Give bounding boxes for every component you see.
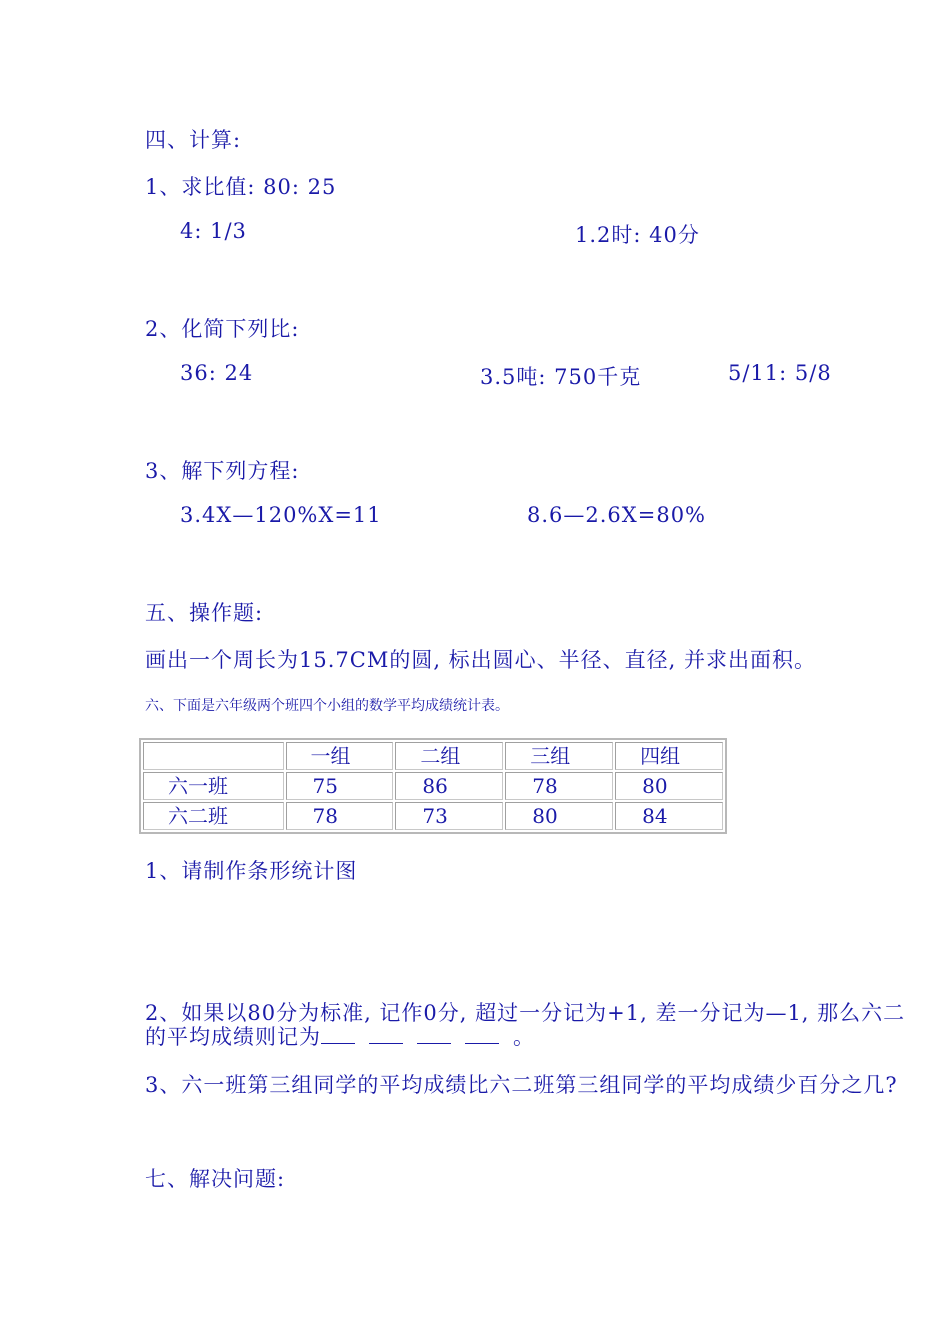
section-4-title: 四、计算: — [145, 128, 242, 152]
table-header-cell: 一组 — [286, 742, 394, 770]
table-cell: 80 — [615, 772, 723, 800]
score-table — [139, 738, 727, 834]
q2-item-b: 3.5吨: 750千克 — [480, 365, 642, 389]
table-cell: 84 — [615, 802, 723, 830]
section-6-q3: 3、六一班第三组同学的平均成绩比六二班第三组同学的平均成绩少百分之几? — [145, 1073, 898, 1097]
table-header-cell: 四组 — [615, 742, 723, 770]
table-cell: 86 — [395, 772, 503, 800]
section-5-title: 五、操作题: — [145, 601, 264, 625]
row-name: 六二班 — [143, 802, 284, 830]
answer-blank[interactable] — [417, 1025, 451, 1044]
table-header-row — [143, 742, 723, 770]
section-7-title: 七、解决问题: — [145, 1167, 286, 1191]
answer-blank[interactable] — [321, 1025, 355, 1044]
table-header-cell: 三组 — [505, 742, 613, 770]
table-cell: 78 — [505, 772, 613, 800]
q2-label: 2、化简下列比: — [145, 317, 300, 341]
q2-item-c: 5/11: 5/8 — [728, 361, 832, 385]
row-name: 六一班 — [143, 772, 284, 800]
q1-item-a: 4: 1/3 — [180, 219, 247, 243]
q3-item-b: 8.6—2.6X=80% — [527, 503, 707, 527]
table-cell: 73 — [395, 802, 503, 830]
section-6-title: 六、下面是六年级两个班四个小组的数学平均成绩统计表。 — [145, 698, 509, 714]
table-header-cell — [143, 742, 284, 770]
q1-item-b: 1.2时: 40分 — [575, 223, 700, 247]
answer-blank[interactable] — [369, 1025, 403, 1044]
section-6-q2-line2 — [145, 1021, 535, 1051]
q3-label: 3、解下列方程: — [145, 459, 300, 483]
table-cell: 78 — [286, 802, 394, 830]
table-row — [143, 772, 723, 800]
table-row — [143, 802, 723, 830]
table-header-cell: 二组 — [395, 742, 503, 770]
table-cell: 75 — [286, 772, 394, 800]
q3-item-a: 3.4X—120%X=11 — [180, 503, 382, 527]
section-6-q2-line1: 2、如果以80分为标准, 记作0分, 超过一分记为+1, 差一分记为—1, 那么六二 — [145, 1001, 906, 1025]
q2-end-mark: 。 — [513, 1025, 535, 1049]
section-6-q1: 1、请制作条形统计图 — [145, 859, 358, 883]
answer-blank[interactable] — [465, 1025, 499, 1044]
q2-line2-text: 的平均成绩则记为 — [145, 1025, 321, 1049]
q1-label: 1、求比值: 80: 25 — [145, 175, 337, 199]
table-cell: 80 — [505, 802, 613, 830]
section-5-task: 画出一个周长为15.7CM的圆, 标出圆心、半径、直径, 并求出面积。 — [145, 648, 817, 672]
q2-item-a: 36: 24 — [180, 361, 254, 385]
